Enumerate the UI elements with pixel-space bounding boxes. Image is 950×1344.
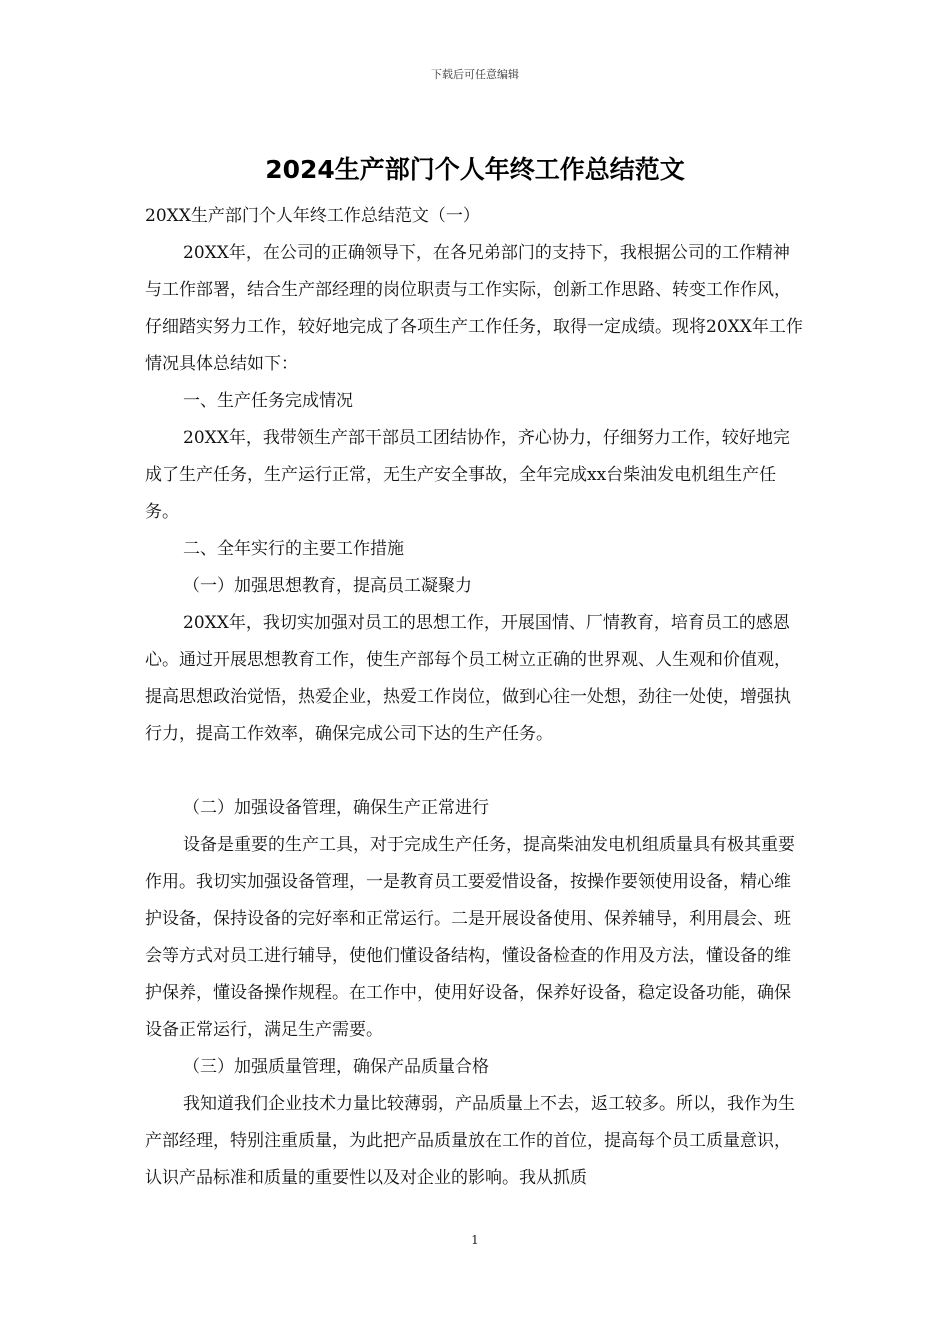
subsection-heading-3: （三）加强质量管理，确保产品质量合格 — [183, 1057, 489, 1077]
subsection-heading-2: （二）加强设备管理，确保生产正常进行 — [183, 798, 489, 818]
paragraph-intro: 20XX年，在公司的正确领导下，在各兄弟部门的支持下，我根据公司的工作精神与工作部署，结合生产部经理的岗位职责与工作实际，创新工作思路、转变工作作风，仔细踏实努力工作，较好地完成了各项生产工作任务，取得一定成绩。现将20XX年工作情况具体总结如下： — [145, 243, 803, 374]
paragraph-quality: 我知道我们企业技术力量比较薄弱，产品质量上不去，返工较多。所以，我作为生产部经理，特别注重质量，为此把产品质量放在工作的首位，提高每个员工质量意识，认识产品标准和质量的重要性以及对企业的影响。我从抓质 — [145, 1094, 795, 1188]
page-header-note: 下载后可任意编辑 — [431, 68, 519, 81]
paragraph-production-tasks: 20XX年，我带领生产部干部员工团结协作，齐心协力，仔细努力工作，较好地完成了生产任务，生产运行正常，无生产安全事故，全年完成xx台柴油发电机组生产任务。 — [145, 428, 790, 522]
paragraph-ideology: 20XX年，我切实加强对员工的思想工作，开展国情、厂情教育，培育员工的感恩心。通过开展思想教育工作，使生产部每个员工树立正确的世界观、人生观和价值观，提高思想政治觉悟，热爱企业，热爱工作岗位，做到心往一处想，劲往一处使，增强执行力，提高工作效率，确保完成公司下达的生产任务。 — [145, 613, 791, 744]
blank-line — [145, 753, 805, 790]
subsection-heading-1: （一）加强思想教育，提高员工凝聚力 — [183, 576, 472, 596]
document-body — [145, 198, 805, 1197]
paragraph-equipment: 设备是重要的生产工具，对于完成生产任务，提高柴油发电机组质量具有极其重要作用。我切实加强设备管理，一是教育员工要爱惜设备，按操作要领使用设备，精心维护设备，保持设备的完好率和正常运行。二是开展设备使用、保养辅导，利用晨会、班会等方式对员工进行辅导，使他们懂设备结构，懂设备检查的作用及方法，懂设备的维护保养，懂设备操作规程。在工作中，使用好设备，保养好设备，稳定设备功能，确保设备正常运行，满足生产需要。 — [145, 835, 795, 1040]
section-heading-2: 二、全年实行的主要工作措施 — [183, 539, 404, 559]
section-heading: 20XX生产部门个人年终工作总结范文（一） — [145, 206, 480, 226]
section-heading-1: 一、生产任务完成情况 — [183, 391, 353, 411]
document-title: 2024生产部门个人年终工作总结范文 — [265, 155, 685, 184]
page-number: 1 — [471, 1233, 479, 1247]
